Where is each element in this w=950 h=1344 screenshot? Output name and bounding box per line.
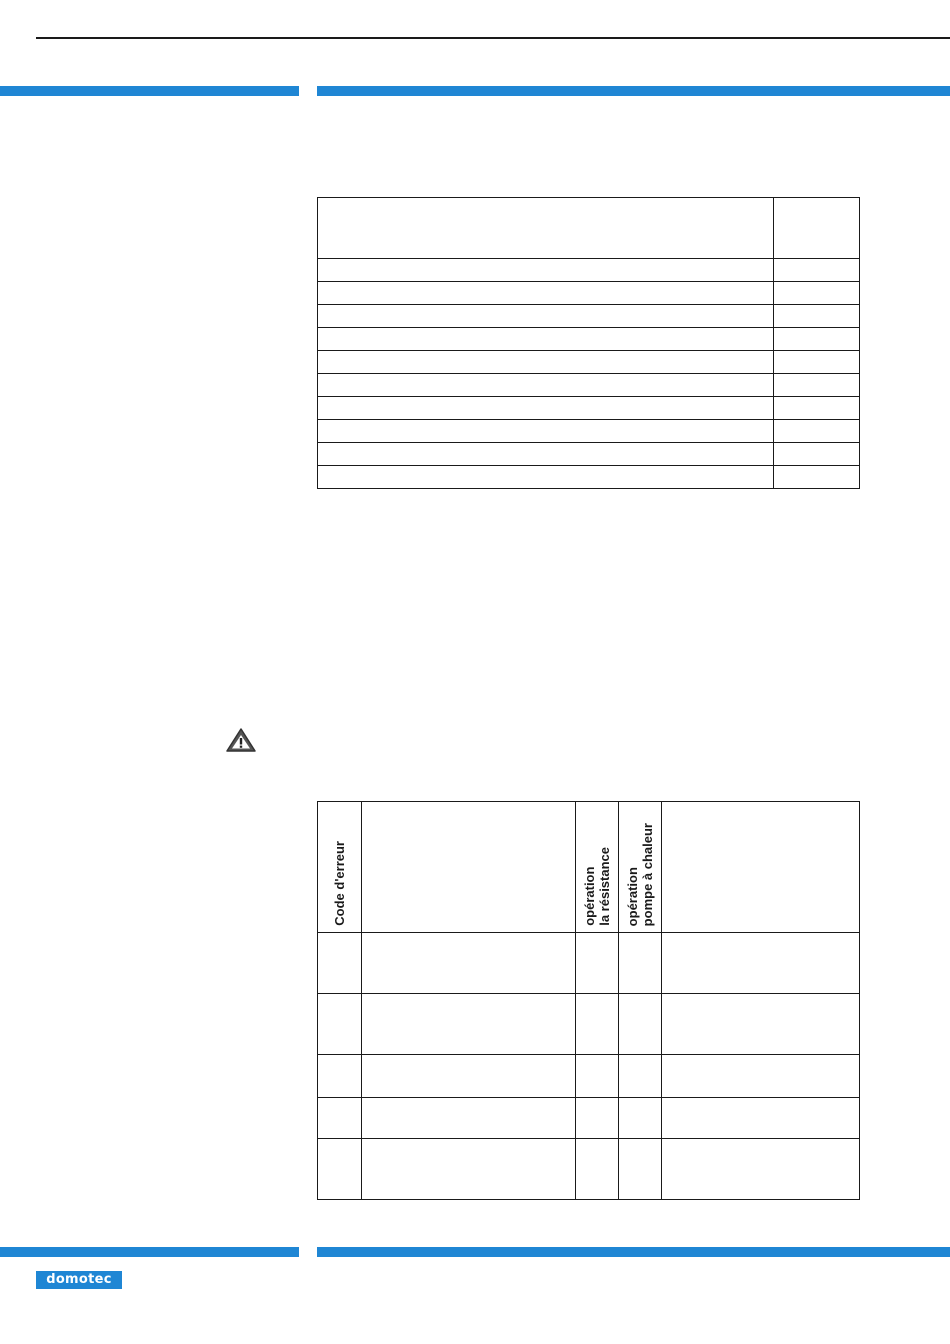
table-row: [318, 259, 860, 282]
table-cell: [318, 933, 362, 994]
table-cell: [318, 1055, 362, 1098]
header-code-label: Code d'erreur: [332, 841, 347, 926]
table-cell: [774, 282, 860, 305]
table-row: [318, 305, 860, 328]
warning-triangle-icon: [225, 727, 257, 753]
table-cell: [362, 1098, 576, 1139]
table-cell: [318, 282, 774, 305]
header-resistance: [576, 802, 619, 933]
table-row: [318, 328, 860, 351]
table-row: [318, 1098, 860, 1139]
logo-text: domotec: [46, 1272, 112, 1287]
table-cell: [662, 994, 860, 1055]
table-cell: [576, 1098, 619, 1139]
table-row: [318, 397, 860, 420]
table-row: [318, 933, 860, 994]
header-rule: [36, 37, 950, 39]
table-cell: [362, 1055, 576, 1098]
table-row: [318, 374, 860, 397]
table-cell: [576, 994, 619, 1055]
table-cell: [576, 1139, 619, 1200]
table-cell: [318, 420, 774, 443]
table-row: [318, 443, 860, 466]
table-cell: [576, 1055, 619, 1098]
table-cell: [318, 328, 774, 351]
table-cell: [362, 1139, 576, 1200]
table-cell: [774, 351, 860, 374]
table-cell: [318, 466, 774, 489]
table-cell: [662, 1098, 860, 1139]
footer-bar-right: [317, 1247, 950, 1257]
table-row: [318, 994, 860, 1055]
header-description: [362, 802, 576, 933]
table-cell: [619, 994, 662, 1055]
table-cell: [318, 351, 774, 374]
table-cell: [362, 994, 576, 1055]
table-cell: [774, 305, 860, 328]
table-row: [318, 1139, 860, 1200]
table-cell: [774, 259, 860, 282]
table-cell: [774, 420, 860, 443]
header-heat-pump-label: opération pompe à chaleur: [625, 822, 655, 926]
table-row: [318, 282, 860, 305]
table-cell: [318, 443, 774, 466]
table-row: [318, 1055, 860, 1098]
table-row: [318, 466, 860, 489]
header-cell: [318, 198, 774, 259]
header-resistance-label: opération la résistance: [582, 847, 612, 926]
table-cell: [619, 1139, 662, 1200]
table-cell: [318, 259, 774, 282]
table-cell: [619, 1098, 662, 1139]
header-bar-left: [0, 86, 299, 96]
table-cell: [662, 1139, 860, 1200]
parameter-table-header: [318, 198, 860, 259]
error-code-table: [317, 801, 860, 1200]
header-remedy: [662, 802, 860, 933]
table-cell: [318, 1098, 362, 1139]
table-cell: [318, 305, 774, 328]
table-cell: [318, 1139, 362, 1200]
header-bar-right: [317, 86, 950, 96]
domotec-logo: [36, 1271, 122, 1289]
parameter-table: [317, 197, 860, 489]
table-cell: [774, 374, 860, 397]
header-cell: [774, 198, 860, 259]
table-cell: [774, 443, 860, 466]
table-cell: [318, 994, 362, 1055]
table-cell: [774, 397, 860, 420]
table-cell: [576, 933, 619, 994]
table-cell: [774, 328, 860, 351]
table-cell: [662, 1055, 860, 1098]
table-cell: [362, 933, 576, 994]
table-cell: [318, 397, 774, 420]
table-row: [318, 420, 860, 443]
table-cell: [318, 374, 774, 397]
table-cell: [619, 1055, 662, 1098]
footer-bar-left: [0, 1247, 299, 1257]
table-row: [318, 351, 860, 374]
table-cell: [619, 933, 662, 994]
header-heat-pump: [619, 802, 662, 933]
table-cell: [662, 933, 860, 994]
header-code: [318, 802, 362, 933]
table-cell: [774, 466, 860, 489]
error-table-header: [318, 802, 860, 933]
